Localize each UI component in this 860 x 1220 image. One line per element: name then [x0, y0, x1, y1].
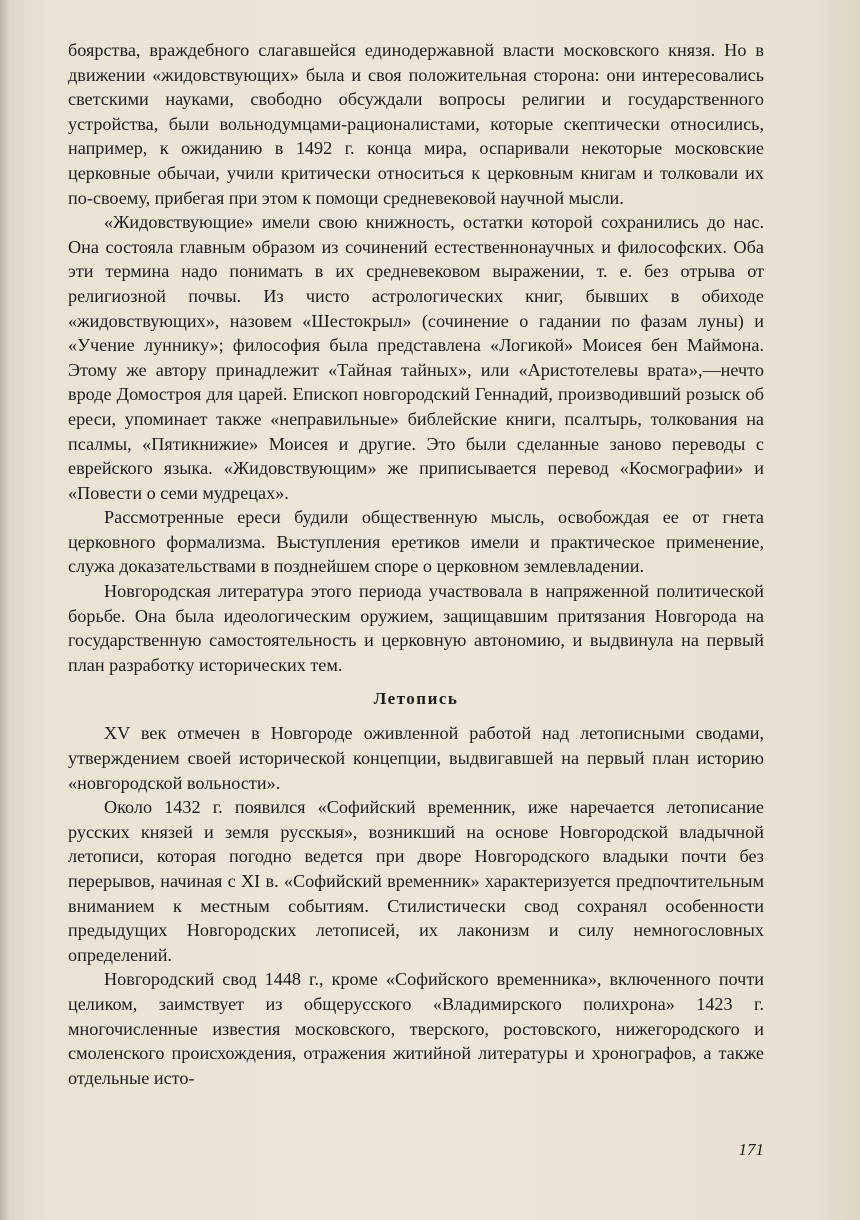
paragraph-7: Новгородский свод 1448 г., кроме «Софийского временника», включенного почти целиком, заимствует из общерусского «Владимирского полихрона» 1423 г. многочисленные известия московского, тверского, ростовского, нижегородского и смоленского происхождения, отражения житийной литературы и хронографов, а также отдельные исто-: [68, 969, 764, 1088]
paragraph-1: боярства, враждебного слагавшейся единодержавной власти московского князя. Но в движении «жидовствующих» была и своя положительная сторона: они интересовались светскими науками, свободно обсуждали вопросы религии и государственного устройства, были вольнодумцами-рационалистами, которые скептически относились, например, к ожиданию в 1492 г. конца мира, оспаривали некоторые московские церковные обычаи, учили критически относиться к церковным книгам и толковали их по-своему, прибегая при этом к помощи средневековой научной мысли.: [68, 40, 764, 208]
section-heading: Летопись: [373, 689, 459, 709]
paragraph-2: «Жидовствующие» имели свою книжность, остатки которой сохранились до нас. Она состояла главным образом из сочинений естественнонаучных и философских. Оба эти термина надо понимать в их средневековом выражении, т. е. без отрыва от религиозной почвы. Из чисто астрологических книг, бывших в обиходе «жидовствующих», назовем «Шестокрыл» (сочинение о гадании по фазам луны) и «Учение луннику»; философия была представлена «Логикой» Моисея бен Маймона. Этому же автору принадлежит «Тайная тайных», или «Аристотелевы врата»,—нечто вроде Домостроя для царей. Епископ новгородский Геннадий, производивший розыск об ереси, упоминает также «неправильные» библейские книги, псалтырь, толкования на псалмы, «Пятикнижие» Моисея и другие. Это были сделанные заново переводы с еврейского языка. «Жидовствующим» же приписывается перевод «Космографии» и «Повести о семи мудрецах».: [68, 212, 764, 503]
page-gutter-shadow: [0, 0, 10, 1220]
paragraph-5: XV век отмечен в Новгороде оживленной работой над летописными сводами, утверждением своей исторической концепции, выдвигавшей на первый план историю «новгородской вольности».: [68, 723, 764, 793]
page-text-body: [68, 38, 764, 1090]
page-number: 171: [738, 1140, 764, 1159]
paragraph-3: Рассмотренные ереси будили общественную мысль, освобождая ее от гнета церковного формализма. Выступления еретиков имели и практическое применение, служа доказательствами в позднейшем споре о церковном землевладении.: [68, 507, 764, 577]
paragraph-6: Около 1432 г. появился «Софийский временник, иже наречается летописание русских князей и земля русскыя», возникший на основе Новгородской владычной летописи, которая погодно ведется при дворе Новгородского владыки почти без перерывов, начиная с XI в. «Софийский временник» характеризуется предпочтительным вниманием к местным событиям. Стилистически свод сохранял особенности предыдущих Новгородских летописей, их лаконизм и силу немногословных определений.: [68, 797, 764, 965]
paragraph-4: Новгородская литература этого периода участвовала в напряженной политической борьбе. Она была идеологическим оружием, защищавшим притязания Новгорода на государственную самостоятельность и церковную автономию, и выдвинула на первый план разработку исторических тем.: [68, 581, 764, 675]
